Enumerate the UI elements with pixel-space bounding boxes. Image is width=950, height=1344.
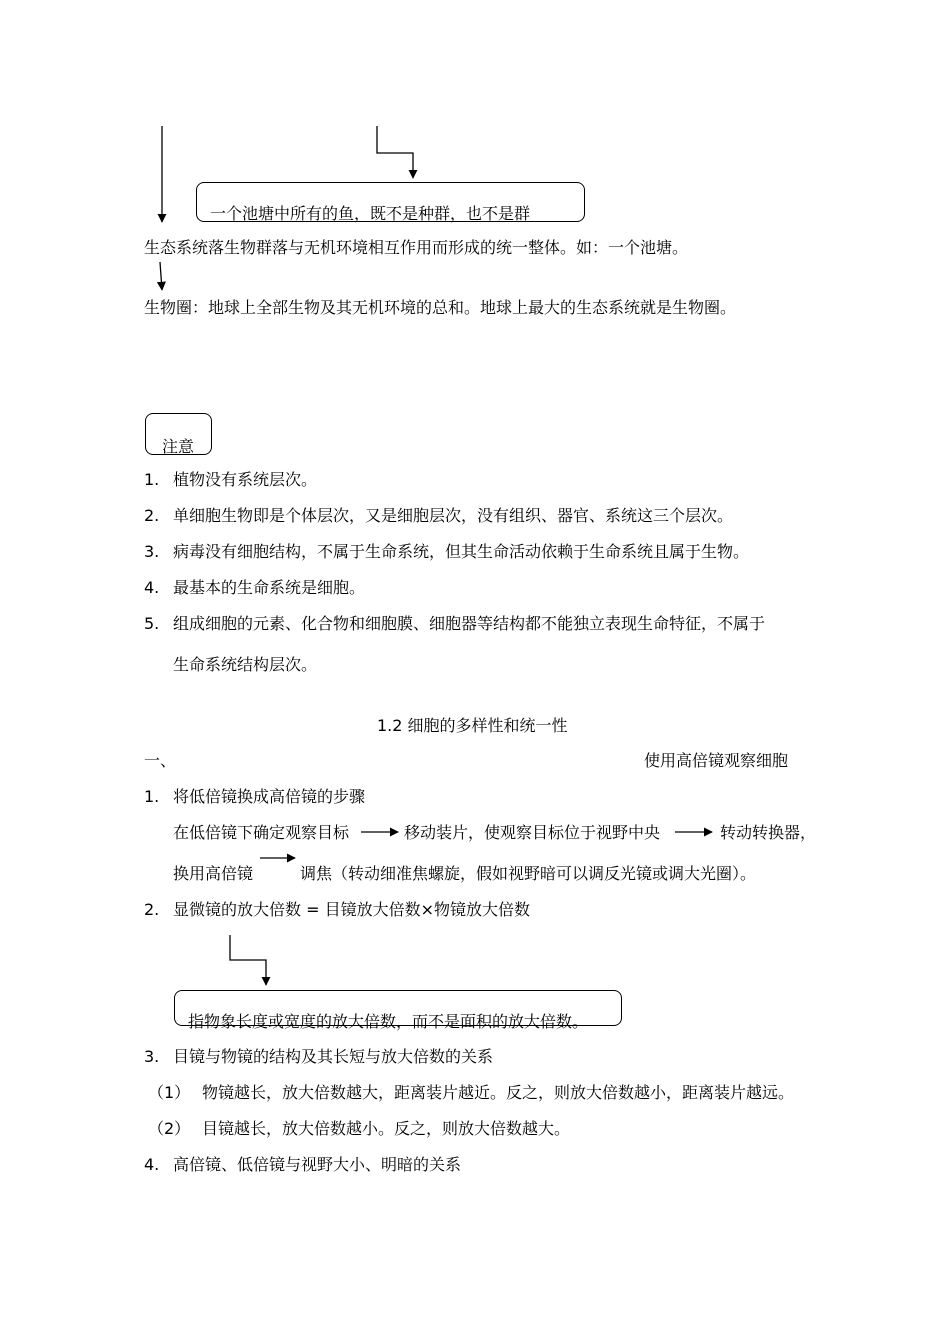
item4-num: 4. (144, 1155, 160, 1174)
item3-num: 3. (144, 1047, 160, 1066)
step-c: 转动转换器， (720, 823, 817, 842)
notice-item-3-num: 3. (144, 542, 160, 561)
notice-item-5-num: 5. (144, 614, 160, 633)
ecosystem-note-text: 一个池塘中所有的鱼，既不是种群，也不是群 (210, 204, 531, 223)
magnification-note-text: 指物象长度或宽度的放大倍数，而不是面积的放大倍数。 (188, 1012, 589, 1031)
notice-item-5-cont: 生命系统结构层次。 (173, 655, 318, 674)
item1-num: 1. (144, 787, 160, 806)
biosphere-line: 生物圈：地球上全部生物及其无机环境的总和。地球上最大的生态系统就是生物圈。 (144, 298, 737, 317)
notice-item-5-text: 组成细胞的元素、化合物和细胞膜、细胞器等结构都不能独立表现生命特征，不属于 (173, 614, 766, 633)
item2-text: 显微镜的放大倍数 = 目镜放大倍数×物镜放大倍数 (173, 900, 530, 919)
item1-title: 将低倍镜换成高倍镜的步骤 (173, 787, 366, 806)
item4-title: 高倍镜、低倍镜与视野大小、明暗的关系 (173, 1155, 462, 1174)
step-a: 在低倍镜下确定观察目标 (173, 823, 350, 842)
notice-item-2-text: 单细胞生物即是个体层次，又是细胞层次，没有组织、器官、系统这三个层次。 (173, 506, 734, 525)
notice-item-1-num: 1. (144, 470, 160, 489)
notice-item-1-text: 植物没有系统层次。 (173, 470, 318, 489)
part-title: 使用高倍镜观察细胞 (644, 751, 789, 770)
notice-title: 注意 (162, 437, 195, 456)
item3-title: 目镜与物镜的结构及其长短与放大倍数的关系 (173, 1047, 494, 1066)
notice-item-3-text: 病毒没有细胞结构，不属于生命系统，但其生命活动依赖于生命系统且属于生物。 (173, 542, 750, 561)
item3-sub1-num: （1） (148, 1083, 191, 1102)
item3-sub1-text: 物镜越长，放大倍数越大，距离装片越近。反之，则放大倍数越小，距离装片越远。 (202, 1083, 795, 1102)
step-e: 调焦（转动细准焦螺旋，假如视野暗可以调反光镜或调大光圈）。 (300, 864, 757, 883)
item2-num: 2. (144, 900, 160, 919)
ecosystem-line: 生态系统落生物群落与无机环境相互作用而形成的统一整体。如：一个池塘。 (144, 238, 689, 257)
item3-sub2-text: 目镜越长，放大倍数越小。反之，则放大倍数越大。 (202, 1119, 571, 1138)
item3-sub2-num: （2） (148, 1119, 191, 1138)
notice-item-2-num: 2. (144, 506, 160, 525)
step-d: 换用高倍镜 (173, 864, 254, 883)
notice-item-4-num: 4. (144, 578, 160, 597)
section-title: 1.2 细胞的多样性和统一性 (377, 716, 568, 735)
part-number: 一、 (144, 751, 177, 770)
notice-item-4-text: 最基本的生命系统是细胞。 (173, 578, 366, 597)
step-b: 移动装片，使观察目标位于视野中央 (404, 823, 661, 842)
